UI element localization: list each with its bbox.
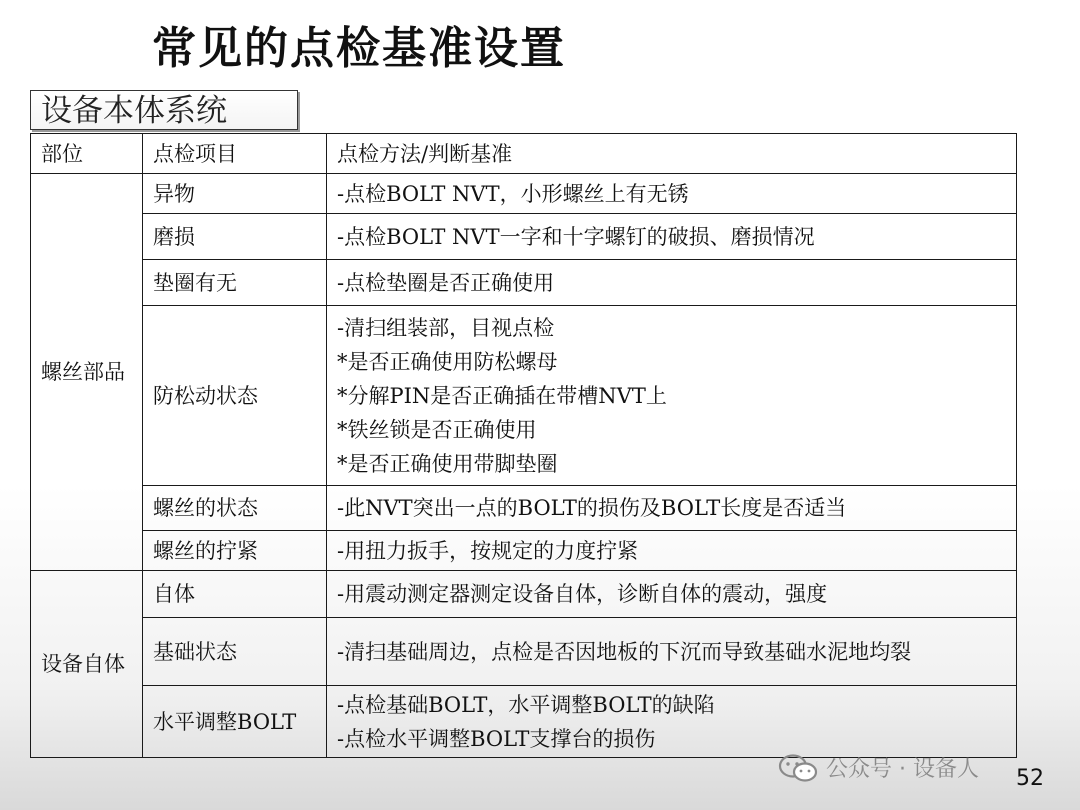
table-row	[31, 618, 1017, 686]
item-cell: 螺丝的状态	[143, 486, 327, 531]
method-cell	[327, 686, 1017, 758]
table-row	[31, 306, 1017, 486]
table-row	[31, 260, 1017, 306]
method-cell	[327, 214, 1017, 260]
table-row	[31, 686, 1017, 758]
page-title: 常见的点检基准设置	[152, 23, 566, 74]
item-cell: 异物	[143, 174, 327, 214]
method-line: -用扭力扳手，按规定的力度拧紧	[337, 538, 639, 563]
method-line: -用震动测定器测定设备自体，诊断自体的震动，强度	[337, 582, 828, 606]
item-cell: 螺丝的拧紧	[143, 531, 327, 571]
method-cell	[327, 531, 1017, 571]
table-row	[31, 174, 1017, 214]
method-line: -点检垫圈是否正确使用	[337, 270, 555, 295]
method-cell	[327, 571, 1017, 618]
header-part: 部位	[31, 134, 143, 174]
method-cell	[327, 618, 1017, 686]
watermark-text: 公众号 · 设备人	[826, 757, 979, 782]
category-cell: 设备自体	[31, 571, 143, 758]
table-row	[31, 571, 1017, 618]
method-line: *是否正确使用带脚垫圈	[337, 451, 558, 476]
item-cell: 垫圈有无	[143, 260, 327, 306]
item-cell: 水平调整BOLT	[143, 686, 327, 758]
method-line: -清扫基础周边，点检是否因地板的下沉而导致基础水泥地均裂	[337, 639, 912, 664]
item-cell: 磨损	[143, 214, 327, 260]
method-line: -清扫组装部，目视点检	[337, 315, 555, 340]
header-method: 点检方法/判断基准	[327, 134, 1017, 174]
method-line: -点检水平调整BOLT支撑台的损伤	[337, 726, 656, 751]
method-line: -此NVT突出一点的BOLT的损伤及BOLT长度是否适当	[337, 496, 847, 520]
category-cell: 螺丝部品	[31, 174, 143, 571]
method-line: -点检BOLT NVT一字和十字螺钉的破损、磨损情况	[337, 224, 815, 249]
page-number: 52	[1016, 766, 1044, 791]
method-line: *分解PIN是否正确插在带槽NVT上	[337, 383, 667, 408]
section-label: 设备本体系统	[30, 90, 298, 130]
method-line: *铁丝锁是否正确使用	[337, 417, 537, 442]
method-cell	[327, 260, 1017, 306]
method-cell	[327, 306, 1017, 486]
method-line: -点检基础BOLT，水平调整BOLT的缺陷	[337, 692, 715, 717]
table-row	[31, 531, 1017, 571]
watermark	[778, 752, 979, 783]
method-line: *是否正确使用防松螺母	[337, 349, 558, 374]
item-cell: 基础状态	[143, 618, 327, 686]
table-row	[31, 214, 1017, 260]
header-item: 点检项目	[143, 134, 327, 174]
table-row	[31, 486, 1017, 531]
table-header-row	[31, 134, 1017, 174]
method-cell	[327, 486, 1017, 531]
method-line: -点检BOLT NVT，小形螺丝上有无锈	[337, 181, 689, 206]
item-cell: 防松动状态	[143, 306, 327, 486]
wechat-icon	[778, 753, 818, 783]
inspection-table	[30, 133, 1017, 758]
item-cell: 自体	[143, 571, 327, 618]
method-cell	[327, 174, 1017, 214]
